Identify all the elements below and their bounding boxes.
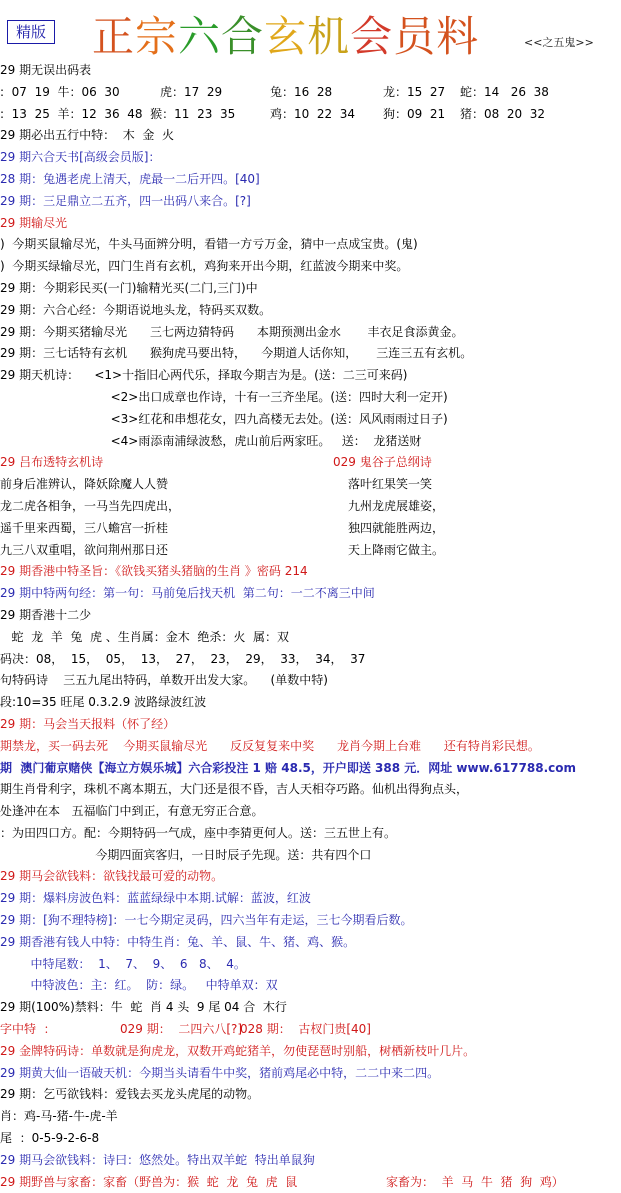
row-text: 29 期必出五行中特： 木 金 火 [0, 128, 174, 143]
title-char: 机 [307, 12, 351, 61]
text-row [0, 496, 621, 518]
text-row [0, 169, 621, 191]
text-row [0, 1172, 621, 1193]
title-char: 合 [221, 12, 265, 61]
text-row [0, 278, 621, 300]
text-row [0, 605, 621, 627]
text-row [0, 649, 621, 671]
row-cell: 鸡：10 22 34 [270, 106, 356, 121]
text-row [0, 1019, 621, 1041]
row-text: 29 期：三足鼎立二五齐，四一出码八来合。[?] [0, 193, 251, 208]
row-cell: : 13 25 羊：12 36 48 猴：11 23 35 [0, 106, 236, 121]
text-row [0, 779, 621, 801]
row-text: 29 期：三七话特有玄机 猴狗虎马要出特， 今期道人话你知， 三连三五有玄机。 [0, 346, 473, 361]
row-text: 段:10=35 旺尾 0.3.2.9 波路绿波红波 [0, 695, 207, 710]
title-char: 玄 [264, 12, 308, 61]
text-row [0, 540, 621, 562]
page-header [0, 0, 621, 60]
jingban-badge: 精版 [7, 20, 55, 44]
title-char: 员 [393, 12, 437, 61]
text-row [0, 322, 621, 344]
text-row [0, 1063, 621, 1085]
text-row [0, 997, 621, 1019]
text-row [0, 1041, 621, 1063]
text-row [0, 256, 621, 278]
text-row [0, 823, 621, 845]
text-row [0, 125, 621, 147]
text-row [0, 518, 621, 540]
row-cell: 029 鬼谷子总纲诗 [333, 455, 432, 470]
title-char: 六 [178, 12, 222, 61]
row-cell: 独四就能胜两边， [348, 520, 445, 535]
row-text: 29 期马会欲钱料：诗曰：悠然处。特出双羊蛇 特出单鼠狗 [0, 1152, 315, 1167]
row-text: 29 期：今期彩民买(一门)输精光买(二门,三门)中 [0, 280, 258, 295]
row-text: 29 期六合天书[高级会员版]： [0, 150, 161, 165]
text-row [0, 474, 621, 496]
content-rows [0, 60, 621, 1193]
row-cell: 狗：09 21 [383, 106, 446, 121]
page-title [92, 4, 479, 64]
row-text: 尾 ：0-5-9-2-6-8 [0, 1131, 100, 1146]
text-row [0, 758, 621, 780]
row-text: <3>红花和串想花女，四九高楼无去处。(送：风风雨雨过日子) [0, 411, 448, 426]
title-char: 宗 [135, 12, 179, 61]
row-text: 29 期中特两句经：第一句：马前兔后找天机 第二句：一二不离三中间 [0, 586, 375, 601]
row-cell: 29 吕布透特玄机诗 [0, 455, 104, 470]
text-row [0, 801, 621, 823]
row-cell: 29 期野兽与家畜：家畜（野兽为：猴 蛇 龙 兔 虎 鼠 [0, 1174, 298, 1189]
row-text: 29 期马会欲钱料：欲钱找最可爱的动物。 [0, 869, 224, 884]
row-text: 29 期：六合心经：今期语说地头龙，特码买双数。 [0, 302, 272, 317]
row-text: 蛇 龙 羊 兔 虎 、生肖属：金木 绝杀：火 属：双 [0, 629, 290, 644]
page-tag: <<之五鬼>> [524, 36, 594, 49]
row-text: 29 期天机诗： <1>十指旧心两代乐，择取今期吉为是。(送：二三可来码) [0, 368, 408, 383]
row-text: 29 期香港有钱人中特：中特生肖：兔、羊、鼠、牛、猪、鸡、猴。 [0, 934, 356, 949]
row-cell: 猪：08 20 32 [460, 106, 546, 121]
row-text: ) 今期买鼠输尽光，牛头马面辨分明，看错一方亏万金，猜中一点成宝贵。(鬼) [0, 237, 418, 252]
row-text: 29 期：[狗不理特榜]：一七今期定灵码，四六当年有走运，三七今期看后数。 [0, 913, 413, 928]
row-text: 中特波色：主：红。 防：绿。 中特单双：双 [0, 978, 278, 993]
text-row [0, 888, 621, 910]
row-text: 29 金牌特码诗：单数就是狗虎龙，双数开鸡蛇猪羊，勿使琵琶时别船，树栖新枝叶几片。 [0, 1043, 476, 1058]
text-row [0, 387, 621, 409]
text-row [0, 627, 621, 649]
row-text: 句特码诗 三五九尾出特码，单数开出发大家。 (单数中特) [0, 673, 328, 688]
row-cell: 天上降雨它做主。 [348, 542, 445, 557]
row-cell: 前身后准辨认，降妖除魔人人赞 [0, 477, 169, 492]
row-text: 29 期黄大仙一语破天机：今期当头请看牛中奖，猪前鸡尾必中特，二二中来二四。 [0, 1065, 440, 1080]
row-text: 29 期(100%)禁料：牛 蛇 肖 4 头 9 尾 04 合 木行 [0, 1000, 287, 1015]
row-text: 今期四面宾客归，一日时辰子先现。送：共有四个口 [0, 847, 372, 862]
text-row [0, 845, 621, 867]
row-text: 29 期香港中特圣旨：《欲钱买猪头猪脑的生肖 》密码 214 [0, 564, 308, 579]
text-row [0, 365, 621, 387]
row-cell: 遥千里来西蜀，三八蟾宫一折桂 [0, 520, 169, 535]
text-row [0, 1106, 621, 1128]
row-cell: 兔：16 28 [270, 84, 333, 99]
text-row [0, 1084, 621, 1106]
row-cell: : 07 19 牛：06 30 [0, 84, 120, 99]
text-row [0, 910, 621, 932]
text-row [0, 692, 621, 714]
row-cell: 九州龙虎展雄姿， [348, 498, 445, 513]
text-row [0, 736, 621, 758]
text-row [0, 191, 621, 213]
text-row [0, 60, 621, 82]
row-text: 28 期：兔遇老虎上清天，虎最一二后开四。[40] [0, 171, 260, 186]
text-row [0, 583, 621, 605]
row-text: <2>出口成章也作诗，十有一三齐坐尾。(送：四时大利一定开) [0, 389, 448, 404]
row-text: 29 期：马会当天报料（怀了经） [0, 716, 176, 731]
text-row [0, 431, 621, 453]
row-text: ) 今期买绿输尽光，四门生肖有玄机，鸡狗来开出今期，红蓝波今期来中奖。 [0, 259, 409, 274]
text-row [0, 82, 621, 104]
text-row [0, 1150, 621, 1172]
text-row [0, 1128, 621, 1150]
row-text: 29 期：今期买猪输尽光 三七两边猜特码 本期预测出金水 丰衣足食添黄金。 [0, 324, 464, 339]
row-text: 处逢冲在本 五福临门中到正，有意无穷正合意。 [0, 804, 264, 819]
row-text: 29 期香港十二少 [0, 607, 92, 622]
row-text: 期禁龙，买一码去死 今期买鼠输尽光 反反复复来中奖 龙肖今期上台难 还有特肖彩民想。 [0, 738, 540, 753]
text-row [0, 409, 621, 431]
text-row [0, 104, 621, 126]
text-row [0, 932, 621, 954]
row-cell: 龙：15 27 [383, 84, 446, 99]
title-char: 料 [436, 12, 480, 61]
row-text: 29 期：爆料房波色料：蓝蓝绿绿中本期.试解：蓝波，红波 [0, 891, 311, 906]
row-text: 肖：鸡-马-猪-牛-虎-羊 [0, 1109, 118, 1124]
text-row [0, 561, 621, 583]
row-cell: 九三八双重唱，欲问荆州那日还 [0, 542, 169, 557]
row-cell: 家畜为： 羊 马 牛 猪 狗 鸡） [386, 1174, 564, 1189]
row-text: 29 期：乞丐欲钱料：爱钱去买龙头虎尾的动物。 [0, 1087, 260, 1102]
text-row [0, 866, 621, 888]
row-cell: 029 期： 二四六八[?] [120, 1022, 243, 1037]
row-text: 29 期无误出码表 [0, 63, 92, 77]
title-char: 正 [92, 12, 136, 61]
row-text: 码决：08， 15， 05， 13， 27， 23， 29， 33， 34， 37 [0, 651, 366, 666]
text-row [0, 975, 621, 997]
text-row [0, 954, 621, 976]
text-row [0, 343, 621, 365]
text-row [0, 300, 621, 322]
row-text: ：为田四口方。配：今期特码一气成，座中李猜更何人。送：三五世上有。 [0, 825, 397, 840]
row-cell: 虎：17 29 [160, 84, 223, 99]
row-text: <4>雨添南浦绿波愁，虎山前后两家旺。 送： 龙猪送财 [0, 433, 422, 448]
text-row [0, 670, 621, 692]
row-text: 期 澳门葡京赌侠【海立方娱乐城】六合彩投注 1 赔 48.5，开户即送 388 元．网址 www.617788.com [0, 760, 576, 775]
row-cell: 落叶红果笑一笑 [348, 477, 433, 492]
row-text: 29 期输尽光 [0, 215, 68, 230]
row-cell: 蛇：14 26 38 [460, 84, 549, 99]
text-row [0, 714, 621, 736]
text-row [0, 147, 621, 169]
text-row [0, 234, 621, 256]
row-cell: 028 期： 古杈门贵[40] [240, 1022, 371, 1037]
row-text: 期生肖骨利字，珠机不离本期五，大门还是很不昏，吉人天相夺巧路。仙机出得狗点头， [0, 782, 469, 797]
row-text: 中特尾数： 1、 7、 9、 6 8、 4。 [0, 956, 246, 971]
text-row [0, 213, 621, 235]
text-row [0, 452, 621, 474]
row-cell: 字中特 ： [0, 1022, 56, 1037]
title-char: 会 [350, 12, 394, 61]
row-cell: 龙二虎各相争，一马当先四虎出， [0, 498, 181, 513]
